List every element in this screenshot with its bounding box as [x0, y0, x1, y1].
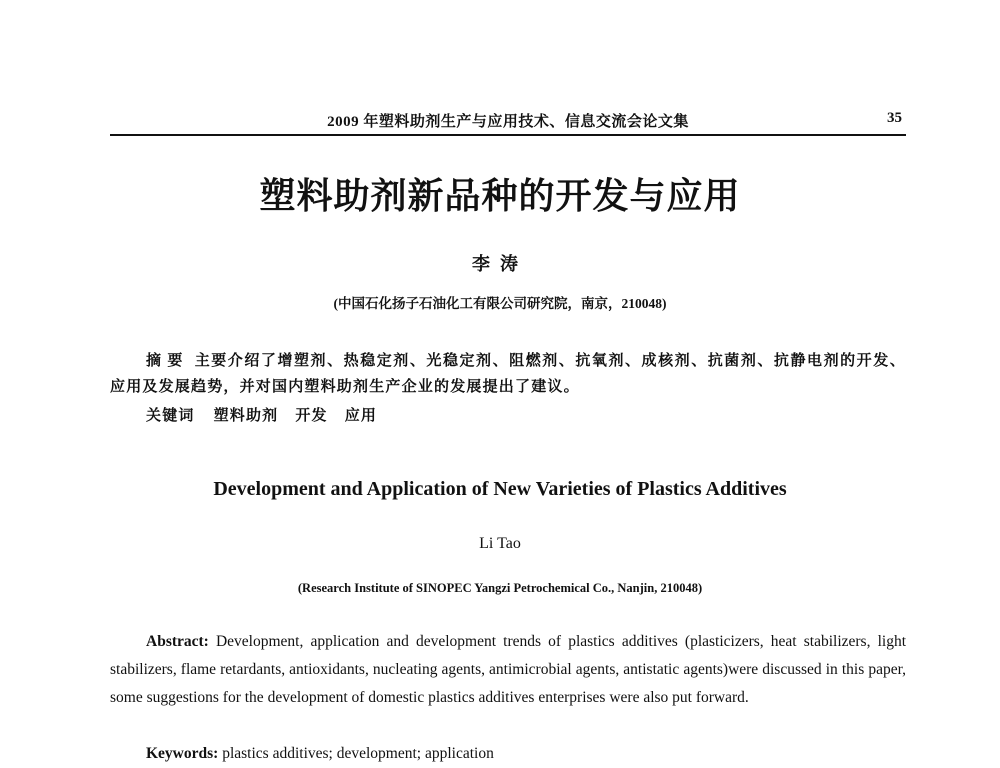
running-header [110, 110, 906, 136]
english-abstract [110, 628, 906, 712]
english-title: Development and Application of New Varieties of Plastics Additives [213, 478, 787, 500]
english-keywords-text: plastics additives; development; application [222, 745, 494, 762]
chinese-keywords [146, 404, 389, 425]
chinese-author: 李涛 [472, 254, 528, 274]
chinese-abstract-label: 摘要 [146, 353, 189, 369]
english-author: Li Tao [479, 535, 521, 552]
series-title: 2009 年塑料助剂生产与应用技术、信息交流会论文集 [327, 114, 689, 130]
english-abstract-label: Abstract: [146, 633, 209, 650]
english-keywords [146, 740, 494, 768]
english-affiliation: (Research Institute of SINOPEC Yangzi Petrochemical Co., Nanjin, 210048) [297, 581, 703, 595]
chinese-affiliation: (中国石化扬子石油化工有限公司研究院，南京，210048) [333, 296, 667, 311]
page-number: 35 [887, 110, 902, 126]
chinese-abstract-text: 主要介绍了增塑剂、热稳定剂、光稳定剂、阻燃剂、抗氧剂、成核剂、抗菌剂、抗静电剂的开发、应用及发展趋势，并对国内塑料助剂生产企业的发展提出了建议。 [110, 353, 906, 395]
chinese-title: 塑料助剂新品种的开发与应用 [259, 176, 741, 216]
chinese-keywords-label: 关键词 [146, 408, 195, 424]
chinese-keyword: 开发 [295, 408, 328, 424]
chinese-keyword: 塑料助剂 [213, 408, 279, 424]
chinese-keyword: 应用 [344, 408, 378, 424]
english-keywords-label: Keywords: [146, 745, 219, 762]
english-abstract-text: Development, application and development trends of plastics additives (plasticizers, heat stabilizers, light stabilizers, flame retardants, antioxidants, nucleating agents, antimicrobial agents, antistatic agents)were discussed in this paper, some suggestions for the development of domestic plastics additives enterprises were also put forward. [110, 633, 907, 706]
chinese-abstract [110, 348, 906, 400]
